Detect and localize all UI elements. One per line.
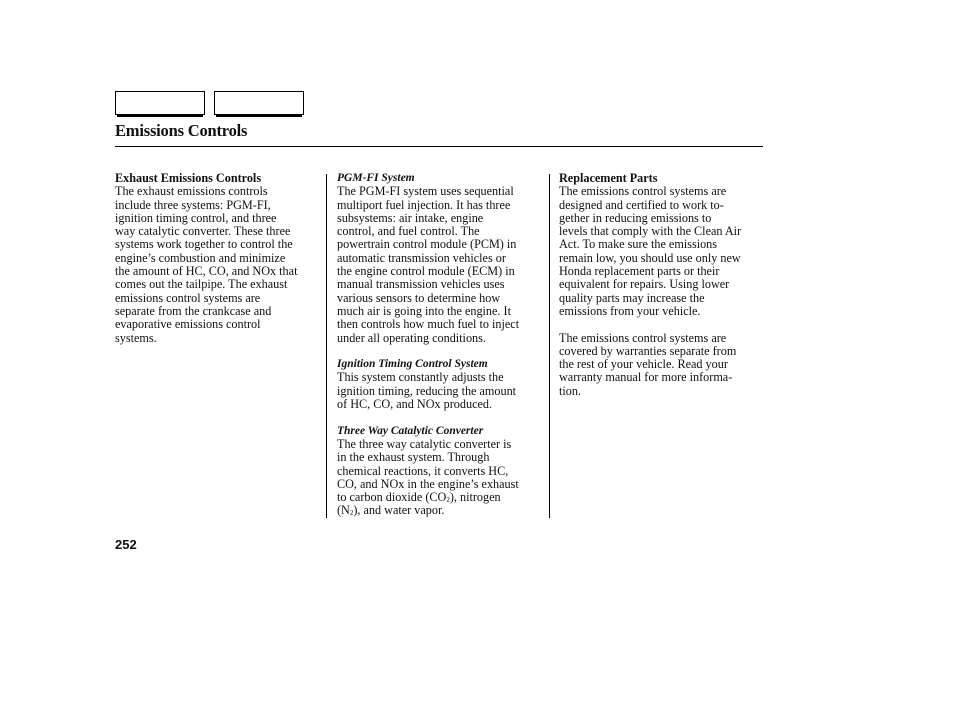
catalytic-paragraph: [337, 438, 545, 518]
text-line: evaporative emissions control: [115, 317, 261, 332]
text-line: ignition timing control, and three: [115, 210, 277, 225]
text-line: the rest of your vehicle. Read your: [559, 357, 728, 372]
text-line: The emissions control systems are: [559, 184, 727, 199]
text-line: the amount of HC, CO, and NOx that: [115, 264, 298, 279]
pgm-fi-paragraph: [337, 185, 545, 345]
exhaust-paragraph: [115, 185, 323, 345]
text-line: subsystems: air intake, engine: [337, 210, 484, 225]
text-line: comes out the tailpipe. The exhaust: [115, 277, 288, 292]
subheading-pgm-fi-system: PGM-FI System: [337, 172, 415, 184]
text-line: covered by warranties separate from: [559, 343, 737, 358]
column-replacement-parts: [559, 172, 763, 398]
text-line: designed and certified to work to-: [559, 197, 724, 212]
text-line: the engine control module (ECM) in: [337, 264, 515, 279]
text-line: warranty manual for more informa-: [559, 370, 733, 385]
text-line: The emissions control systems are: [559, 330, 727, 345]
subheading-three-way-catalytic-converter: Three Way Catalytic Converter: [337, 424, 484, 437]
text-line: multiport fuel injection. It has three: [337, 197, 511, 212]
text-line: remain low, you should use only new: [559, 250, 741, 265]
text-line: The PGM-FI system uses sequential: [337, 184, 514, 199]
text-line: emissions control systems are: [115, 290, 261, 305]
title-rule: [115, 146, 763, 147]
text-line: emissions from your vehicle.: [559, 303, 701, 318]
text-line: manual transmission vehicles uses: [337, 277, 505, 292]
text-line: much air is going into the engine. It: [337, 303, 511, 318]
text-line: The three way catalytic converter is: [337, 436, 512, 451]
text-line: engine’s combustion and minimize: [115, 250, 286, 265]
column-exhaust-emissions: [115, 172, 323, 345]
text-line: systems.: [115, 330, 157, 345]
text-line: tion.: [559, 383, 582, 398]
text-line-n2: $(N_2)$, and water vapor.: [337, 503, 445, 518]
section-heading-replacement-parts: Replacement Parts: [559, 171, 658, 185]
replacement-paragraph-1: [559, 185, 763, 318]
text-line: in the exhaust system. Through: [337, 450, 490, 465]
text-line: CO, and NOx in the engine’s exhaust: [337, 476, 519, 491]
text-line: way catalytic converter. These three: [115, 224, 291, 239]
text-line: Act. To make sure the emissions: [559, 237, 718, 252]
text-line: The exhaust emissions controls: [115, 184, 268, 199]
column-divider-2: [549, 174, 550, 518]
text-line: quality parts may increase the: [559, 290, 705, 305]
nav-tab-box-2[interactable]: [214, 91, 304, 115]
text-line: levels that comply with the Clean Air: [559, 224, 742, 239]
text-line: under all operating conditions.: [337, 330, 486, 345]
text-line: chemical reactions, it converts HC,: [337, 463, 509, 478]
page-title: Emissions Controls: [115, 121, 248, 140]
text-line: ignition timing, reducing the amount: [337, 383, 517, 398]
text-line-co2: to carbon dioxide $(CO_2)$, nitrogen: [337, 490, 501, 505]
text-line: This system constantly adjusts the: [337, 370, 504, 385]
subheading-ignition-timing-control-system: Ignition Timing Control System: [337, 358, 488, 371]
nav-tab-box-1[interactable]: [115, 91, 205, 115]
text-line: automatic transmission vehicles or: [337, 250, 506, 265]
text-line: include three systems: PGM-FI,: [115, 197, 271, 212]
column-divider-1: [326, 174, 327, 518]
replacement-paragraph-2: [559, 332, 763, 398]
text-line: control, and fuel control. The: [337, 224, 480, 239]
text-line: systems work together to control the: [115, 237, 293, 252]
text-line: Honda replacement parts or their: [559, 264, 720, 279]
section-heading-exhaust-emissions-controls: Exhaust Emissions Controls: [115, 171, 262, 185]
text-line: then controls how much fuel to inject: [337, 317, 520, 332]
text-line: of HC, CO, and NOx produced.: [337, 397, 493, 412]
ignition-paragraph: [337, 371, 545, 411]
text-line: powertrain control module (PCM) in: [337, 237, 517, 252]
column-systems: [337, 172, 545, 518]
text-line: various sensors to determine how: [337, 290, 501, 305]
text-line: separate from the crankcase and: [115, 303, 272, 318]
text-line: equivalent for repairs. Using lower: [559, 277, 730, 292]
text-line: gether in reducing emissions to: [559, 210, 712, 225]
page-number: 252: [115, 537, 137, 552]
